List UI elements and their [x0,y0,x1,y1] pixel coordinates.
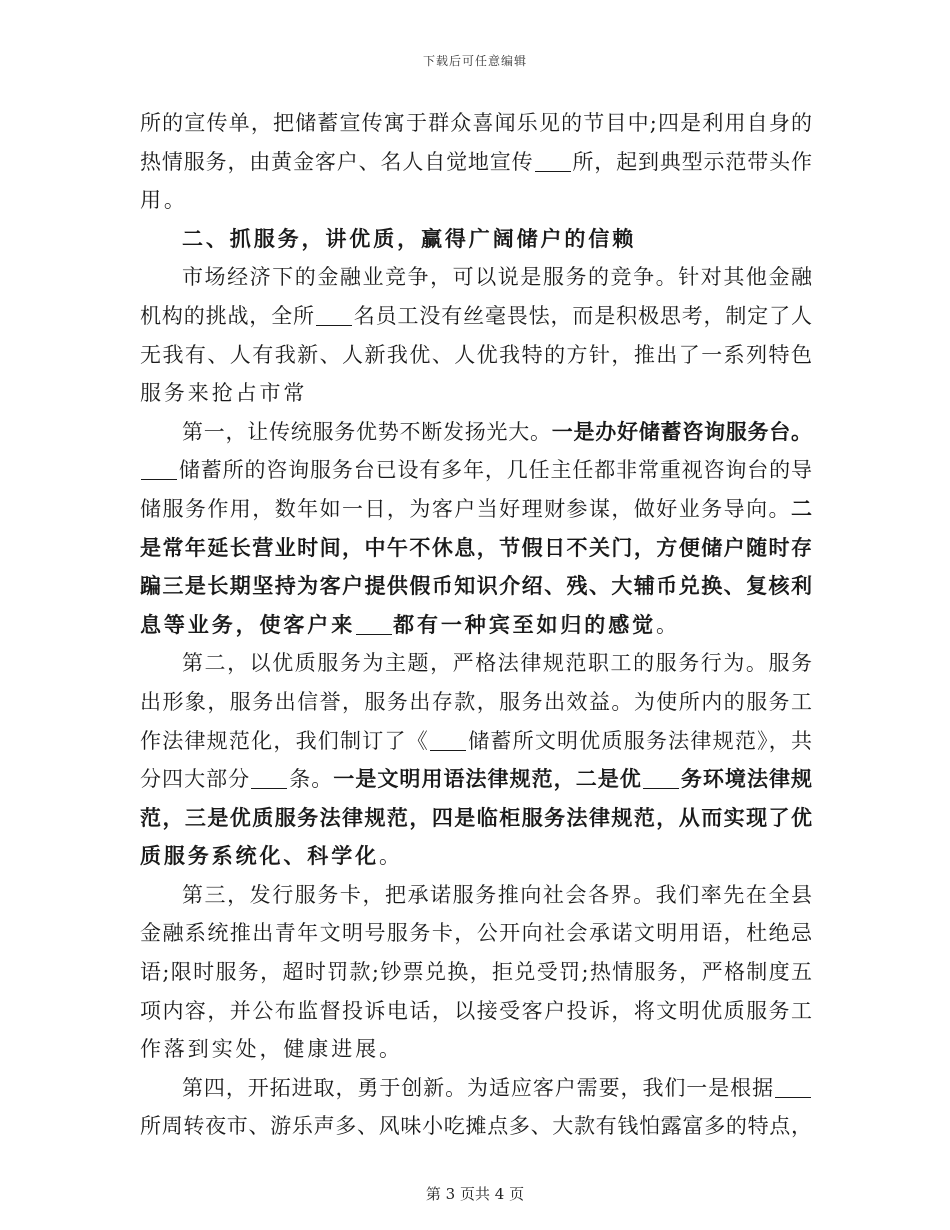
text-run: 。 [656,612,680,637]
text-line [140,992,812,1031]
text-run: 储蓄所文明优质服务法律规范》，共 [466,728,813,753]
text-line [140,104,812,143]
text-line [140,722,812,761]
text-line [140,1030,812,1069]
text-run: 条。 [288,767,334,792]
text-line [140,1107,812,1146]
bold-text: 是常年延长营业时间，中午不休息，节假日不关门，方便储户随时存 [140,534,812,560]
text-line [140,914,812,953]
fill-in-blank [775,1074,811,1098]
page-footer: 第 3 页共 4 页 [425,1185,525,1203]
text-run: 储蓄所的咨询服务台已设有多年，几任主任都非常重视咨询台的导 [178,458,812,483]
text-run: 第一，让传统服务优势不断发扬光大。 [182,419,552,444]
text-line [140,181,812,220]
text-line [140,567,812,606]
bold-text: 质服务系统化、科学化 [140,843,379,869]
bold-text: 务环境法律规 [679,766,813,792]
text-run: 出形象，服务出信誉，服务出存款，服务出效益。为使所内的服务工 [140,689,812,714]
text-run: 第三，发行服务卡，把承诺服务推向社会各界。我们率先在全县 [182,882,812,907]
bold-text: 息等业务，使客户来 [140,611,356,637]
text-run: 金融系统推出青年文明号服务卡，公开向社会承诺文明用语，杜绝忌 [140,921,812,946]
text-line [140,413,812,452]
text-run: 储服务作用，数年如一日，为客户当好理财参谋，做好业务导向。 [140,496,791,521]
text-line [140,683,812,722]
text-run: 第二，以优质服务为主题，严格法律规范职工的服务行为。服务 [182,651,812,676]
text-line [140,644,812,683]
text-run: 作落到实处，健康进展。 [140,1037,403,1062]
text-run: 无我有、人有我新、人新我优、人优我特的方针，推出了一系列特色 [140,342,812,367]
fill-in-blank [430,726,466,750]
text-run: 项内容，并公布监督投诉电话，以接受客户投诉，将文明优质服务工 [140,998,812,1023]
text-line [140,837,812,876]
text-line [140,799,812,838]
text-run: 。 [379,844,403,869]
text-run: 市场经济下的金融业竞争，可以说是服务的竞争。针对其他金融 [182,265,812,290]
bold-text: 二 [791,495,812,521]
text-line [140,297,812,336]
text-line [140,606,812,645]
text-run: 热情服务，由黄金客户、名人自觉地宣传 [140,149,534,174]
bold-text: 一是文明用语法律规范，二是优 [333,766,642,792]
fill-in-blank [316,302,352,326]
bold-text: 二、抓服务，讲优质，赢得广阔储户的信赖 [182,225,637,251]
bold-text: 范，三是优质服务法律规范，四是临柜服务法律规范，从而实现了优 [140,804,812,830]
text-line [140,143,812,182]
page-header: 下载后可任意编辑 [422,54,527,68]
text-run: 名员工没有丝毫畏怯，而是积极思考，制定了人 [352,303,813,328]
fill-in-blank [535,148,571,172]
fill-in-blank [643,765,679,789]
bold-text: 一是办好储蓄咨询服务台。 [551,418,812,444]
fill-in-blank [251,765,287,789]
text-line [140,760,812,799]
text-run: 第四，开拓进取，勇于创新。为适应客户需要，我们一是根据 [182,1075,774,1100]
document-body [140,104,812,1146]
bold-text: 蹁三是长期坚持为客户提供假币知识介绍、残、大辅币兑换、复核利 [140,573,812,599]
text-line [140,529,812,568]
text-run: 服务来抢占市常 [140,381,308,406]
text-run: 用。 [140,188,188,213]
text-run: 机构的挑战，全所 [140,303,315,328]
text-run: 语;限时服务，超时罚款;钞票兑换，拒兑受罚;热情服务，严格制度五 [140,960,812,985]
text-run: 分四大部分 [140,767,251,792]
text-run: 所周转夜市、游乐声多、风味小吃摊点多、大款有钱怕露富多的特点， [140,1114,812,1139]
text-line [140,374,812,413]
text-line [140,1069,812,1108]
fill-in-blank [141,456,177,480]
text-line [140,490,812,529]
text-line [140,876,812,915]
text-run: 所的宣传单，把储蓄宣传寓于群众喜闻乐见的节目中;四是利用自身的 [140,111,812,135]
text-line [140,220,812,259]
bold-text: 都有一种宾至如归的感觉 [393,611,657,637]
text-run: 作法律规范化，我们制订了《 [140,728,429,753]
fill-in-blank [356,611,392,635]
text-line [140,258,812,297]
text-line [140,336,812,375]
text-line [140,451,812,490]
text-line [140,953,812,992]
text-run: 所，起到典型示范带头作 [571,149,812,174]
